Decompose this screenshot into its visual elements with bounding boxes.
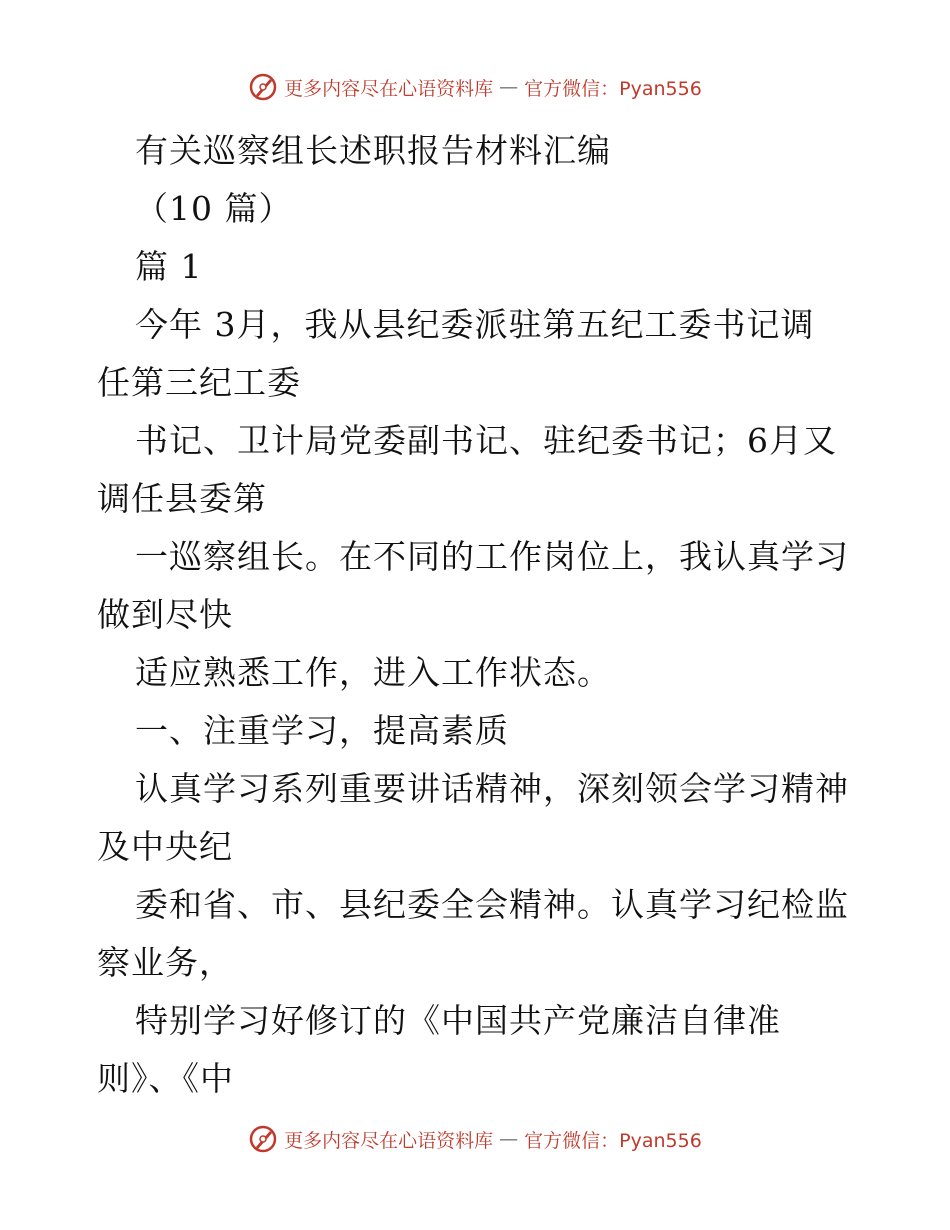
document-line: 委和省、市、县纪委全会精神。认真学习纪检监 <box>135 885 849 924</box>
document-line: 适应熟悉工作，进入工作状态。 <box>135 653 611 692</box>
document-line: （10 篇） <box>135 189 293 228</box>
document-line: 书记、卫计局党委副书记、驻纪委书记；6月又 <box>135 421 837 460</box>
document-line: 则》、《中 <box>97 1059 234 1098</box>
document-line: 有关巡察组长述职报告材料汇编 <box>135 131 611 170</box>
watermark-main-text: 更多内容尽在心语资料库 <box>284 1129 494 1152</box>
document-line: 做到尽快 <box>97 595 233 634</box>
document-line: 认真学习系列重要讲话精神，深刻领会学习精神 <box>135 769 849 808</box>
document-line: 调任县委第 <box>97 479 267 518</box>
watermark-main-text: 更多内容尽在心语资料库 <box>284 77 494 100</box>
quill-pen-circle-icon <box>248 72 278 102</box>
watermark-wechat-text: 官方微信：Pyan556 <box>524 77 702 100</box>
watermark-dash: — <box>499 1128 519 1150</box>
document-body <box>97 122 857 1108</box>
quill-pen-circle-icon <box>248 1124 278 1154</box>
document-line: 及中央纪 <box>97 827 233 866</box>
document-line: 任第三纪工委 <box>97 363 301 402</box>
document-line: 察业务， <box>97 943 233 982</box>
watermark-header <box>0 72 950 102</box>
watermark-footer <box>0 1124 950 1154</box>
watermark-dash: — <box>499 76 519 98</box>
watermark-wechat-text: 官方微信：Pyan556 <box>524 1129 702 1152</box>
document-line: 今年 3月，我从县纪委派驻第五纪工委书记调 <box>135 305 815 344</box>
document-line: 一、注重学习，提高素质 <box>135 711 509 750</box>
document-line: 一巡察组长。在不同的工作岗位上，我认真学习 <box>135 537 849 576</box>
document-line: 篇 1 <box>135 247 203 286</box>
document-line: 特别学习好修订的《中国共产党廉洁自律准 <box>135 1001 781 1040</box>
